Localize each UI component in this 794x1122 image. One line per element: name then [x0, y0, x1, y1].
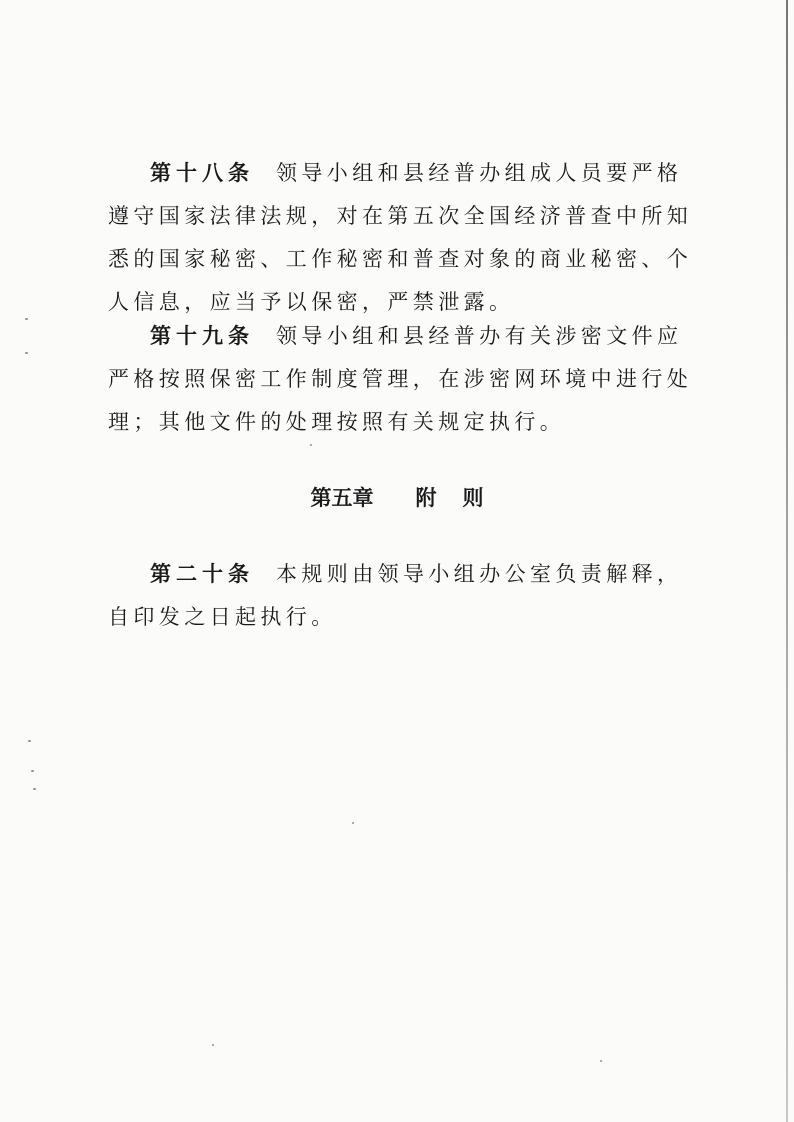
article-20-text: 本规则由领导小组办公室负责解释，自印发之日起执行。 — [108, 562, 683, 629]
article-19-text: 领导小组和县经普办有关涉密文件应严格按照保密工作制度管理，在涉密网环境中进行处理；其他文件的处理按照有关规定执行。 — [108, 324, 693, 434]
scan-speck — [310, 444, 312, 446]
scan-speck — [25, 352, 28, 354]
chapter-title-part2: 则 — [462, 486, 484, 510]
scan-speck — [600, 1060, 602, 1062]
scan-speck — [352, 822, 354, 824]
scan-speck — [31, 770, 34, 772]
scan-speck — [28, 740, 31, 742]
chapter-heading — [0, 478, 794, 518]
scan-page-edge — [786, 0, 788, 1122]
scan-speck — [212, 1044, 214, 1046]
article-20-paragraph — [108, 553, 698, 639]
chapter-number: 第五章 — [310, 486, 374, 510]
chapter-title-part1: 附 — [415, 486, 437, 510]
article-20-label: 第二十条 — [150, 562, 254, 586]
article-19-paragraph — [108, 315, 698, 444]
article-19-label: 第十九条 — [150, 324, 254, 348]
article-18-paragraph — [108, 152, 698, 324]
scan-speck — [25, 318, 28, 320]
article-18-text: 领导小组和县经普办组成人员要严格遵守国家法律法规，对在第五次全国经济普查中所知悉的国家秘密、工作秘密和普查对象的商业秘密、个人信息，应当予以保密，严禁泄露。 — [108, 161, 693, 314]
article-18-label: 第十八条 — [150, 161, 254, 185]
scan-speck — [33, 788, 36, 790]
